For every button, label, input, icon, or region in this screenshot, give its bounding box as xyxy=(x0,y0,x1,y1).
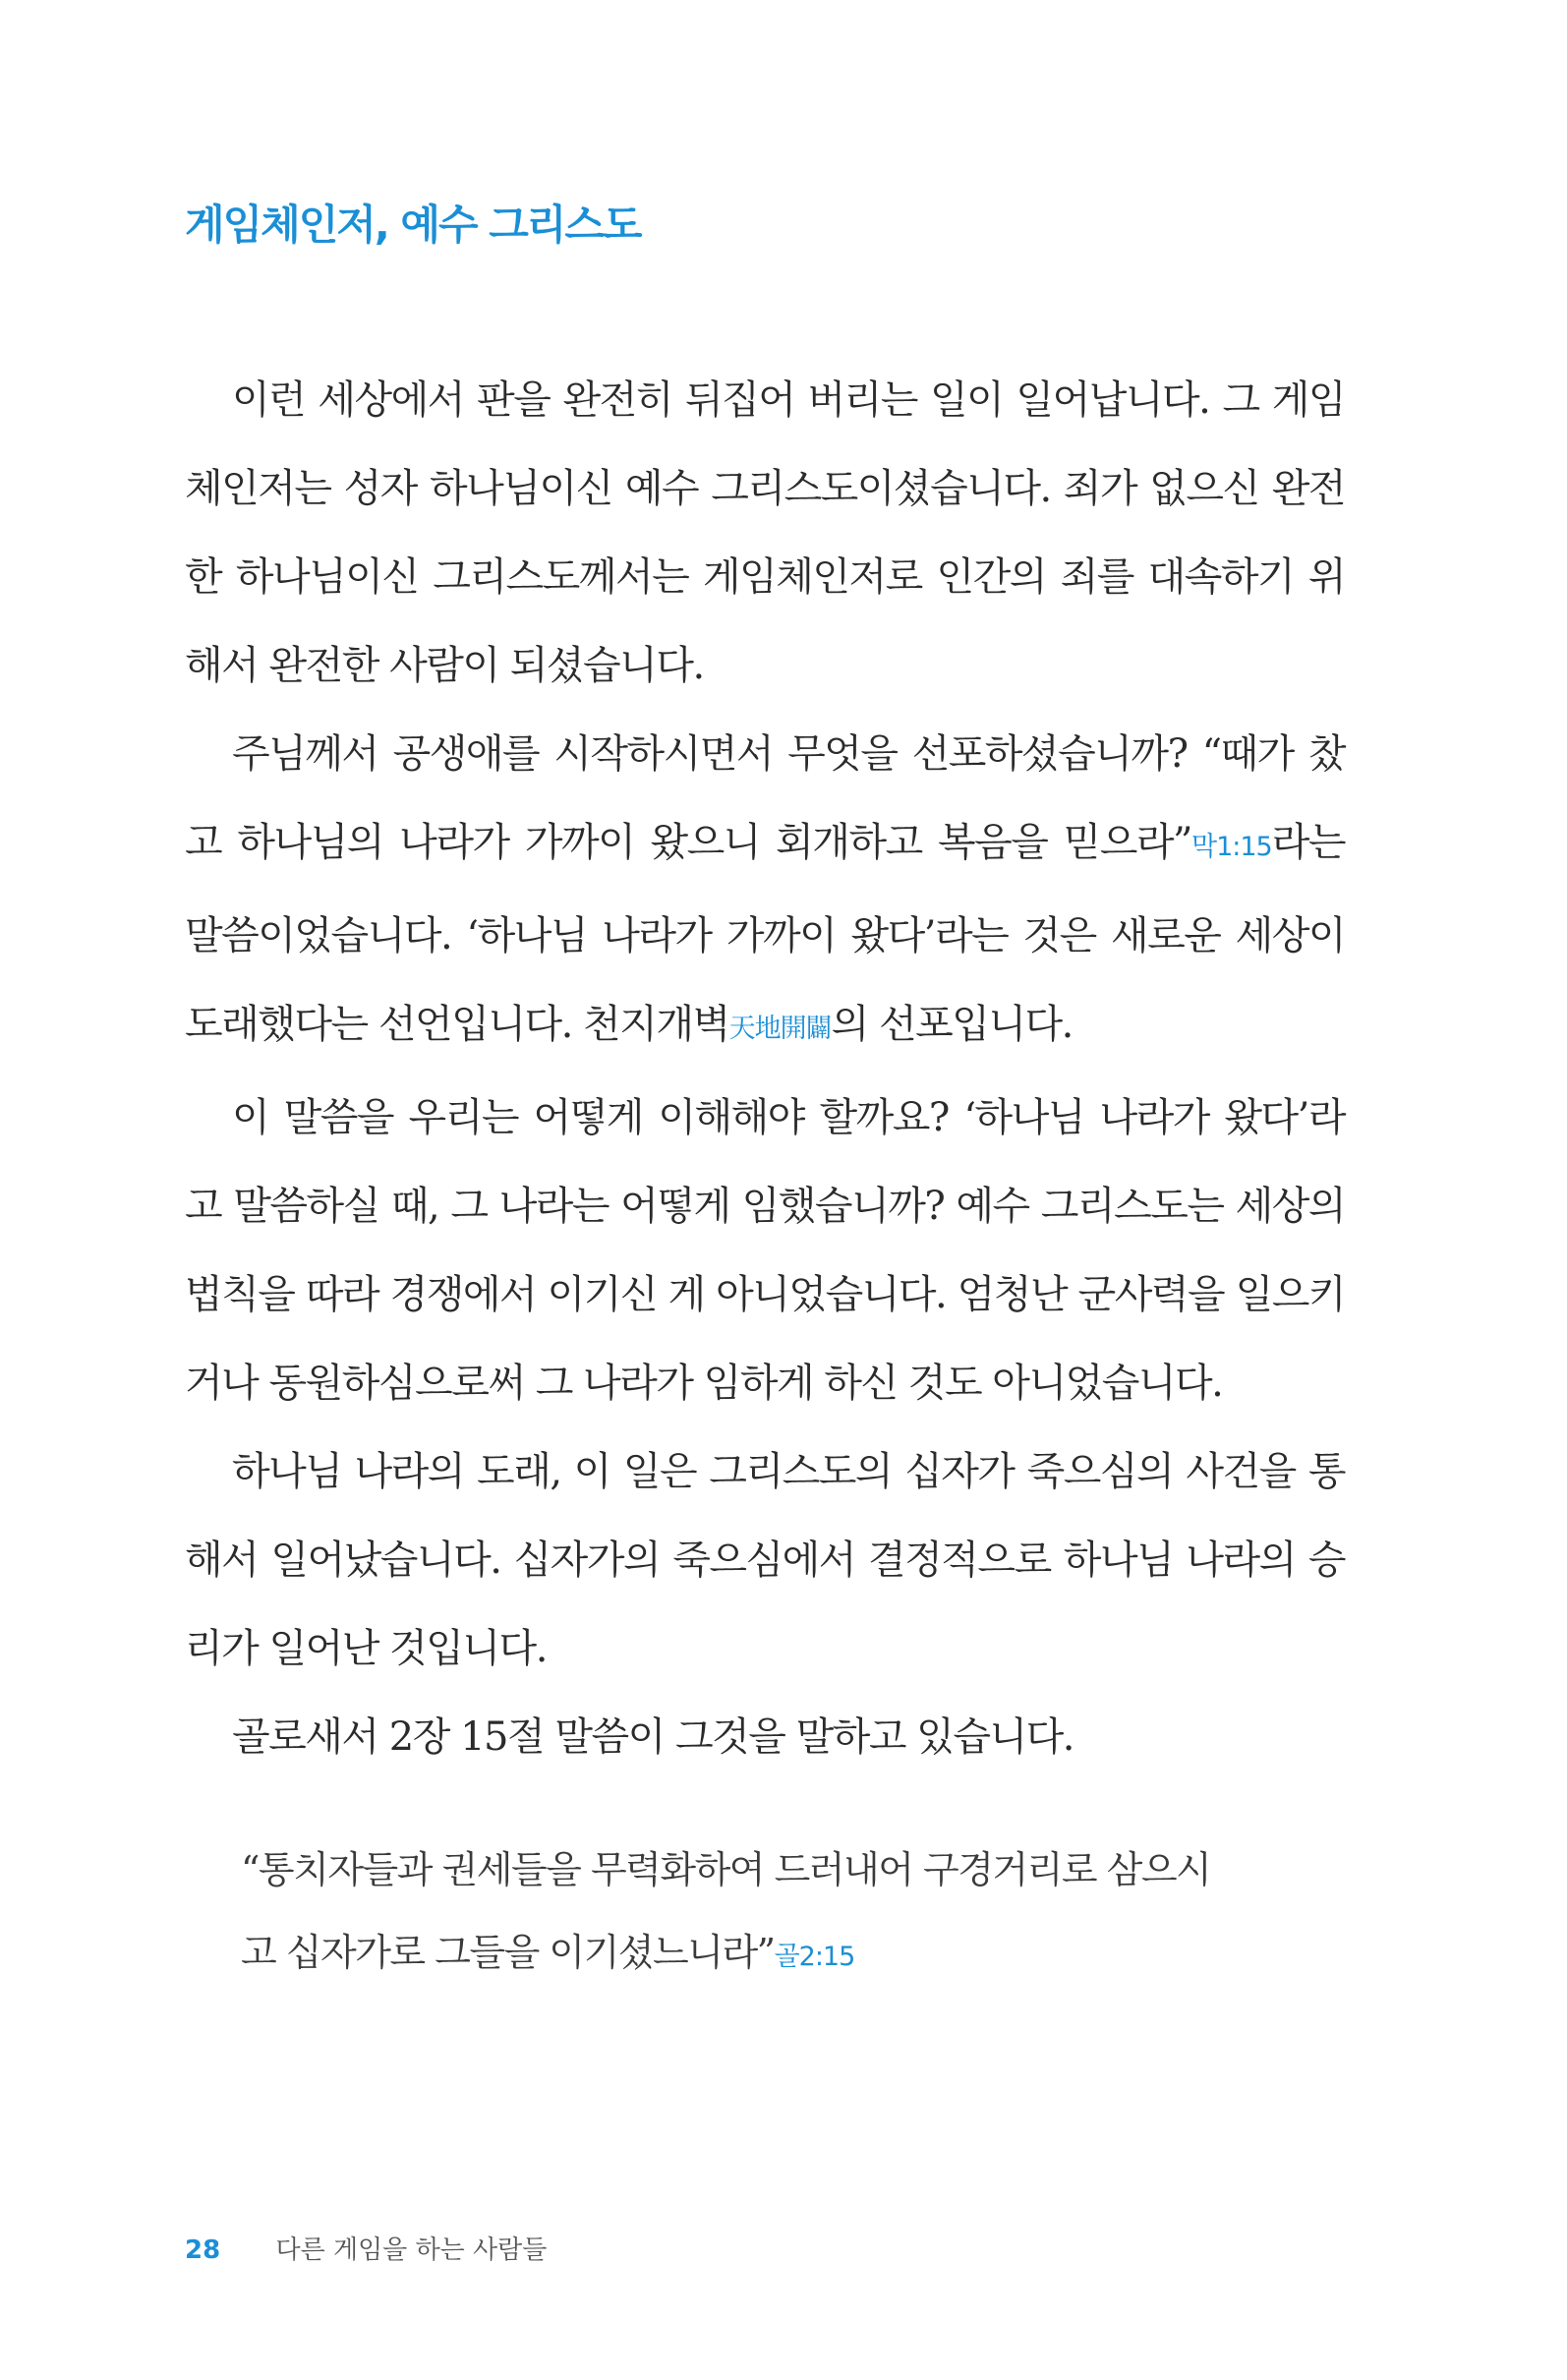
page-footer xyxy=(185,2230,547,2266)
paragraph-2-text-c: 의 선포입니다. xyxy=(831,1002,1073,1047)
scripture-reference: 막1:15 xyxy=(1191,832,1272,862)
quote-reference: 골2:15 xyxy=(774,1942,855,1972)
paragraph-1: 이런 세상에서 판을 완전히 뒤집어 버리는 일이 일어납니다. 그 게임체인저는 성자 하나님이신 예수 그리스도이셨습니다. 죄가 없으신 완전한 하나님이신 그리스도께서는 게임체인저로 인간의 죄를 대속하기 위해서 완전한 사람이 되셨습니다. xyxy=(185,377,1345,688)
paragraph-2-text-b: 라는 말씀이었습니다. ‘하나님 나라가 가까이 왔다’라는 것은 새로운 세상이 도래했다는 선언입니다. 천지개벽 xyxy=(185,820,1345,1047)
hanja-annotation: 天地開闢 xyxy=(728,1014,832,1044)
paragraph-2 xyxy=(185,710,1345,1074)
paragraph-5: 골로새서 2장 15절 말씀이 그것을 말하고 있습니다. xyxy=(232,1714,1074,1760)
quote-line-2 xyxy=(241,1911,1332,1999)
chapter-heading: 게임체인저, 예수 그리스도 xyxy=(185,201,641,249)
page-number: 28 xyxy=(185,2235,221,2265)
paragraph-3: 이 말씀을 우리는 어떻게 이해해야 할까요? ‘하나님 나라가 왔다’라고 말씀하실 때, 그 나라는 어떻게 임했습니까? 예수 그리스도는 세상의 법칙을 따라 경쟁에서 이기신 게 아니었습니다. 엄청난 군사력을 일으키거나 동원하심으로써 그 나라가 임하게 하신 것도 아니었습니다. xyxy=(185,1095,1345,1406)
running-title: 다른 게임을 하는 사람들 xyxy=(275,2235,548,2265)
scripture-quote xyxy=(241,1829,1332,1999)
paragraph-2-text-a: 주님께서 공생애를 시작하시면서 무엇을 선포하셨습니까? “때가 찼고 하나님의 나라가 가까이 왔으니 회개하고 복음을 믿으라” xyxy=(185,731,1345,865)
quote-line-1: “통치자들과 권세들을 무력화하여 드러내어 구경거리로 삼으시 xyxy=(241,1848,1211,1891)
paragraph-4: 하나님 나라의 도래, 이 일은 그리스도의 십자가 죽으심의 사건을 통해서 일어났습니다. 십자가의 죽으심에서 결정적으로 하나님 나라의 승리가 일어난 것입니다. xyxy=(185,1449,1345,1671)
body-text xyxy=(185,356,1345,1781)
quote-line-2-text: 고 십자가로 그들을 이기셨느니라” xyxy=(241,1931,775,1974)
